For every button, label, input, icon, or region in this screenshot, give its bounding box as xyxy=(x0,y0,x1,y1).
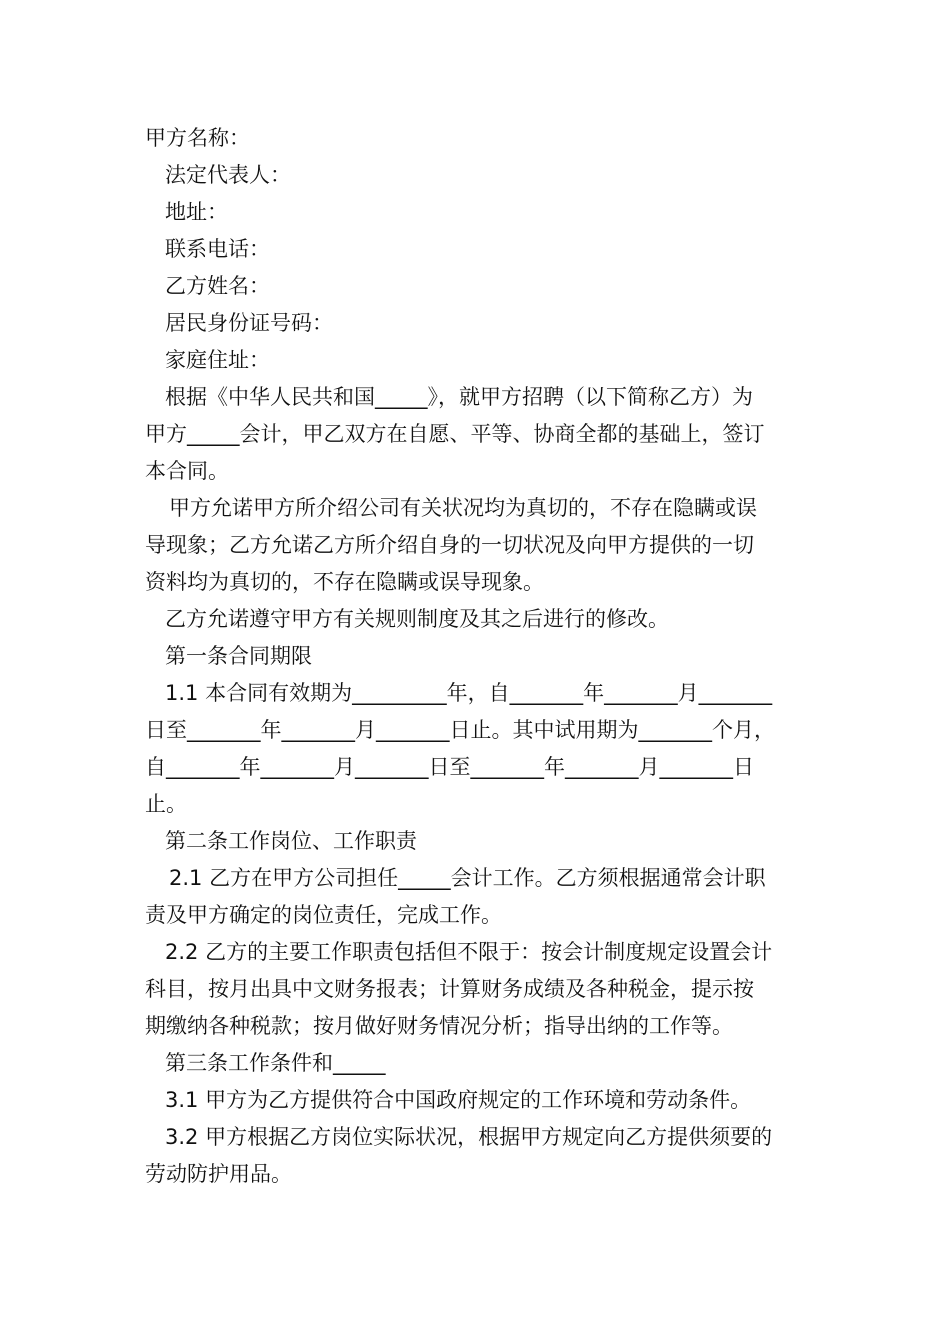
paragraph-line: 导现象；乙方允诺乙方所介绍自身的一切状况及向甲方提供的一切 xyxy=(145,533,754,557)
clause-line: 自_______年_______月_______日至_______年_______月_______日 xyxy=(145,755,754,779)
paragraph-line: 乙方允诺遵守甲方有关规则制度及其之后进行的修改。 xyxy=(165,607,669,631)
home-address-line: 家庭住址： xyxy=(165,348,270,372)
phone-line: 联系电话： xyxy=(165,237,270,261)
id-number-line: 居民身份证号码： xyxy=(165,311,333,335)
paragraph-line: 甲方_____会计，甲乙双方在自愿、平等、协商全都的基础上，签订 xyxy=(145,422,765,446)
clause-line: 劳动防护用品。 xyxy=(145,1162,292,1186)
paragraph-line: 资料均为真切的，不存在隐瞒或误导现象。 xyxy=(145,570,544,594)
clause-line: 期缴纳各种税款；按月做好财务情况分析；指导出纳的工作等。 xyxy=(145,1014,733,1038)
clause-line: 3.2 甲方根据乙方岗位实际状况，根据甲方规定向乙方提供须要的 xyxy=(165,1125,773,1149)
paragraph-line: 甲方允诺甲方所介绍公司有关状况均为真切的，不存在隐瞒或误 xyxy=(169,496,757,520)
section-heading: 第一条合同期限 xyxy=(165,644,312,668)
clause-line: 3.1 甲方为乙方提供符合中国政府规定的工作环境和劳动条件。 xyxy=(165,1088,752,1112)
party-b-name-line: 乙方姓名： xyxy=(165,274,270,298)
clause-line: 科目，按月出具中文财务报表；计算财务成绩及各种税金，提示按 xyxy=(145,977,754,1001)
clause-line: 2.1 乙方在甲方公司担任_____会计工作。乙方须根据通常会计职 xyxy=(169,866,766,890)
section-heading: 第二条工作岗位、工作职责 xyxy=(165,829,417,853)
document-body xyxy=(145,120,815,1193)
paragraph-line: 根据《中华人民共和国_____》，就甲方招聘（以下简称乙方）为 xyxy=(165,385,753,409)
clause-line: 责及甲方确定的岗位责任，完成工作。 xyxy=(145,903,502,927)
address-line: 地址： xyxy=(165,200,228,224)
clause-line: 止。 xyxy=(145,792,187,816)
section-heading: 第三条工作条件和_____ xyxy=(165,1051,386,1075)
clause-line: 日至_______年_______月_______日止。其中试用期为_______个月， xyxy=(145,718,775,742)
paragraph-line: 本合同。 xyxy=(145,459,229,483)
party-a-name-line: 甲方名称： xyxy=(145,126,250,150)
clause-line: 2.2 乙方的主要工作职责包括但不限于：按会计制度规定设置会计 xyxy=(165,940,773,964)
clause-line: 1.1 本合同有效期为_________年，自_______年_______月_______ xyxy=(165,681,773,705)
legal-representative-line: 法定代表人： xyxy=(165,163,291,187)
